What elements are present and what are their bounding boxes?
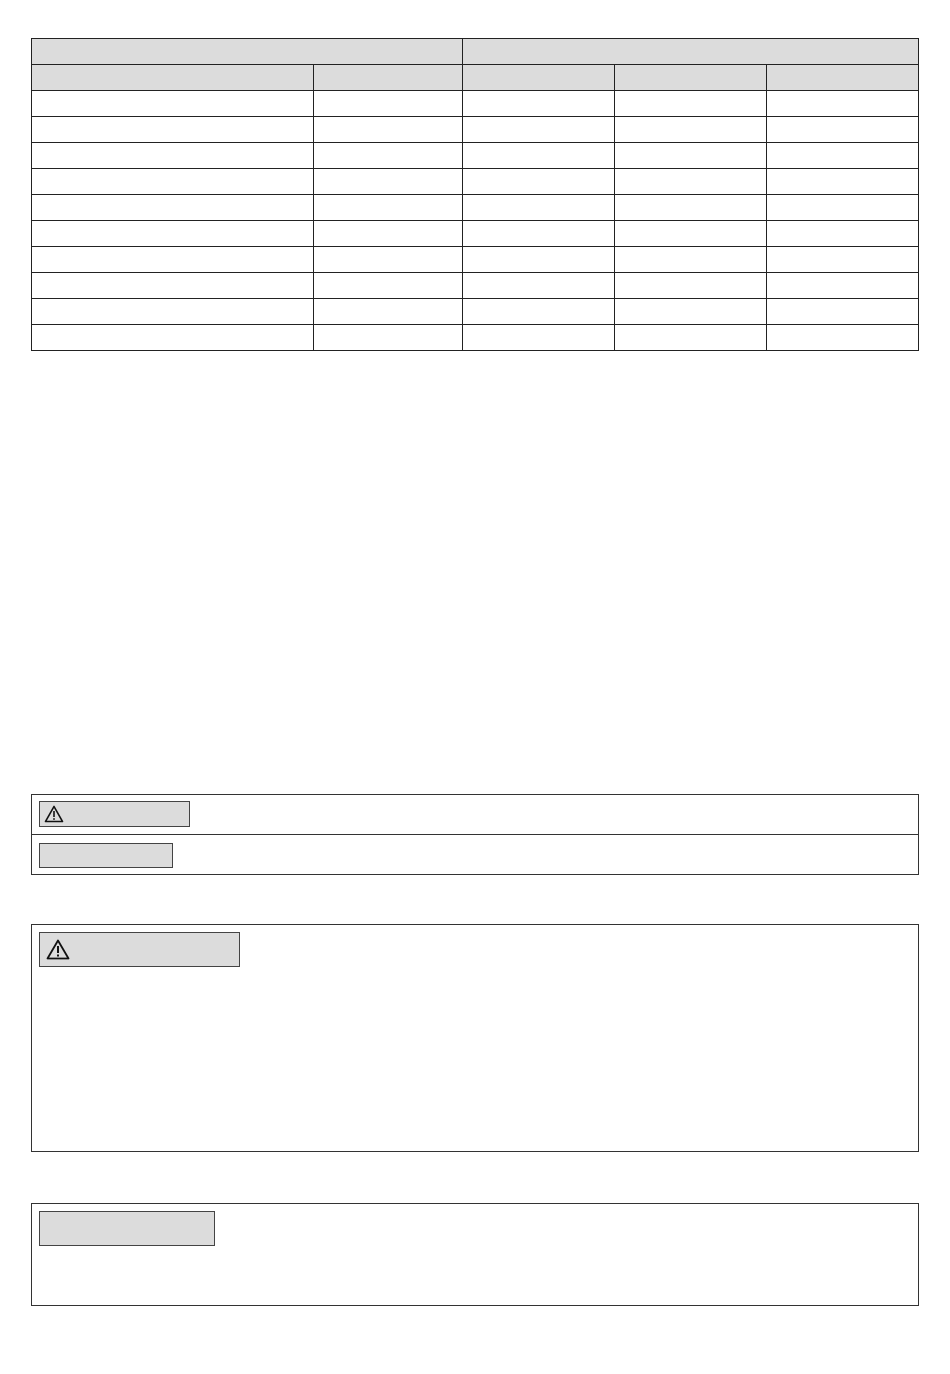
table-cell <box>314 325 463 351</box>
table-cell <box>767 117 919 143</box>
column-header <box>314 65 463 91</box>
notice-box-warning <box>31 924 919 1152</box>
note-tag <box>39 843 173 868</box>
notice-box-note <box>31 1203 919 1306</box>
table-cell <box>615 221 767 247</box>
table-cell <box>314 299 463 325</box>
column-header <box>767 65 919 91</box>
table-cell <box>32 143 314 169</box>
table-cell <box>314 221 463 247</box>
table-cell <box>767 91 919 117</box>
table-cell <box>32 195 314 221</box>
table-cell <box>767 169 919 195</box>
warning-tag <box>39 801 190 827</box>
table-cell <box>463 143 615 169</box>
table-cell <box>615 91 767 117</box>
table-cell <box>463 273 615 299</box>
warning-triangle-icon <box>44 805 64 823</box>
table-cell <box>463 117 615 143</box>
table-column-header-row <box>32 65 919 91</box>
table-row <box>32 91 919 117</box>
table-row <box>32 143 919 169</box>
table-cell <box>615 169 767 195</box>
table-cell <box>615 195 767 221</box>
table-cell <box>32 91 314 117</box>
table-cell <box>32 299 314 325</box>
table-cell <box>32 117 314 143</box>
table-cell <box>463 169 615 195</box>
table-cell <box>767 195 919 221</box>
table-row <box>32 299 919 325</box>
table-cell <box>615 143 767 169</box>
table-cell <box>767 247 919 273</box>
table-row <box>32 169 919 195</box>
notice-divider <box>32 834 918 835</box>
table-group-header-row <box>32 39 919 65</box>
table-cell <box>314 117 463 143</box>
table-cell <box>32 169 314 195</box>
table-cell <box>314 169 463 195</box>
warning-tag <box>39 932 240 967</box>
table-cell <box>767 299 919 325</box>
table-cell <box>463 91 615 117</box>
table-cell <box>314 247 463 273</box>
note-tag <box>39 1211 215 1246</box>
column-header <box>463 65 615 91</box>
table-cell <box>314 91 463 117</box>
table-cell <box>615 299 767 325</box>
table-cell <box>32 221 314 247</box>
table-cell <box>767 221 919 247</box>
table-row <box>32 117 919 143</box>
table-cell <box>32 273 314 299</box>
table-row <box>32 247 919 273</box>
table-cell <box>615 325 767 351</box>
notice-box-warning-note <box>31 794 919 875</box>
table-cell <box>314 195 463 221</box>
warning-triangle-icon <box>46 939 70 960</box>
group-header-right <box>463 39 919 65</box>
table-cell <box>463 195 615 221</box>
table-cell <box>314 143 463 169</box>
table-cell <box>463 247 615 273</box>
column-header <box>615 65 767 91</box>
table-cell <box>314 273 463 299</box>
table-cell <box>615 273 767 299</box>
table-cell <box>463 299 615 325</box>
table-cell <box>463 221 615 247</box>
table-row <box>32 221 919 247</box>
table-cell <box>767 325 919 351</box>
table-row <box>32 273 919 299</box>
table-cell <box>463 325 615 351</box>
spec-table <box>31 38 919 351</box>
table-row <box>32 195 919 221</box>
group-header-left <box>32 39 463 65</box>
table-row <box>32 325 919 351</box>
column-header <box>32 65 314 91</box>
table-cell <box>615 247 767 273</box>
table-cell <box>767 273 919 299</box>
table-cell <box>767 143 919 169</box>
table-cell <box>32 325 314 351</box>
table-cell <box>615 117 767 143</box>
table-cell <box>32 247 314 273</box>
